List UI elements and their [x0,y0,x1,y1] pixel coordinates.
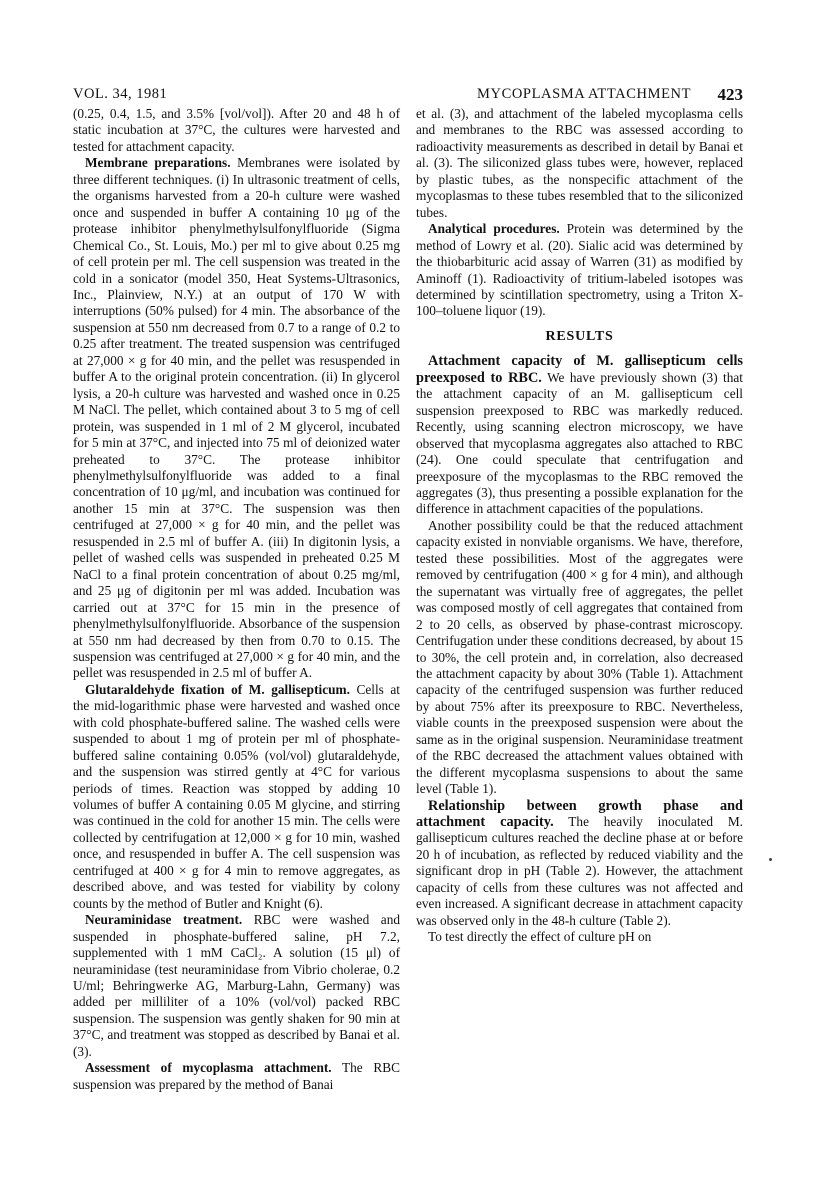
paragraph-text: RBC were washed and suspended in phosphate-buffered saline, pH 7.2, supplemented with 1 mM CaCl₂. A solution (15 μl) of neuraminidase (test neuraminidase from Vibrio cholerae, 0.2 U/ml; Behringwerke AG, Marburg-Lahn, Germany) was added per milliliter of a 10% (vol/vol) packed RBC suspension. The suspension was gently shaken for 90 min at 37°C, and treatment was stopped as described by Banai et al. (3). [73,912,401,1059]
paragraph: et al. (3), and attachment of the labeled mycoplasma cells and membranes to the RBC was assessed according to radioactivity measurements as described in detail by Banai et al. (3). The siliconized glass tubes were, however, replaced by plastic tubes, as the nonspecific attachment of the mycoplasmas to these tubes resembled that to the siliconized tubes. [416,106,743,220]
paragraph [73,682,400,912]
paragraph-text: Cells at the mid-logarithmic phase were harvested and washed once with cold phosphate-buffered saline. The washed cells were suspended to about 1 mg of protein per ml of phosphate-buffered saline containing 0.05% (vol/vol) glutaraldehyde, and the suspension was stirred gently at 4°C for various periods of times. Reaction was stopped by adding 10 volumes of buffer A containing 0.05 M glycine, and stirring was continued in the cold for another 15 min. The cells were collected by centrifugation at 12,000 × g for 10 min, washed once, and resuspended in buffer A. The cell suspension was centrifuged at 400 × g for 4 min to remove aggregates, as described above, and was tested for viability by colony counts by the method of Butler and Knight (6). [73,681,400,911]
section-heading: Analytical procedures. [428,221,560,237]
page-number: 423 [717,85,743,104]
paragraph [416,798,743,930]
section-heading: Attachment capacity of M. gallisepticum cells preexposed to RBC. [416,353,743,386]
left-column [73,106,400,1093]
paragraph-text: The RBC suspension was prepared by the method of Banai [73,1060,400,1092]
paragraph: To test directly the effect of culture pH on [428,929,652,945]
section-heading: Relationship between growth phase and attachment capacity. [416,797,743,831]
paragraph [416,221,743,320]
section-heading: Membrane preparations. [85,155,231,171]
paragraph-text: Membranes were isolated by three different techniques. (i) In ultrasonic treatment of cells, the organisms harvested from a 20-h culture were washed once and suspended in buffer A containing 10 μg of the protease inhibitor phenylmethylsulfonylfluoride (Sigma Chemical Co., St. Louis, Mo.) per ml to give about 0.25 mg of cell protein per ml. The cell suspension was treated in the cold in a sonicator (model 350, Heat Systems-Ultrasonics, Inc., Plainview, N.Y.) at an output of 170 W with interruptions (50% pulsed) for 4 min. The absorbance of the suspension at 550 nm decreased from 0.7 to a range of 0.2 to 0.25 after treatment. The treated suspension was centrifuged at 27,000 × g for 40 min, and the pellet was resuspended in buffer A to the original protein concentration. (ii) In glycerol lysis, a 20-h culture was harvested and washed once in 0.25 M NaCl. The pellet, which contained about 3 to 5 mg of cell protein, was suspended in 1 ml of 2 M glycerol, incubated for 5 min at 37°C, and injected into 75 ml of deionized water preheated to 37°C. The protease inhibitor phenylmethylsulfonylfluoride was added to a final concentration of 10 μg/ml, and incubation was continued for another 15 min at 37°C. The suspension was then centrifuged at 27,000 × g for 40 min, and the pellet was resuspended in 2.5 ml of buffer A. (iii) In digitonin lysis, a pellet of washed cells was suspended in preheated 0.25 M NaCl to a final protein concentration of about 0.25 mg/ml, and 25 μg of digitonin per ml was added. Incubation was carried out at 37°C for 15 min in the presence of phenylmethylsulfonylfluoride. Absorbance of the suspension at 550 nm had decreased by then from 0.70 to 0.15. The suspension was centrifuged at 27,000 × g for 40 min, and the pellet was resuspended in 2.5 ml of buffer A. [73,155,401,681]
scan-speck [769,858,772,861]
paragraph: Another possibility could be that the reduced attachment capacity existed in nonviable organisms. We have, therefore, tested these possibilities. Most of the aggregates were removed by centrifugation (400 × g for 4 min), and although the supernatant was virtually free of aggregates, the pellet was composed mostly of cell aggregates that contained from 2 to 20 cells, as observed by phase-contrast microscopy. Centrifugation under these conditions decreased, by about 15 to 30%, the cell protein and, in correlation, also decreased the attachment capacity by about 30% (Table 1). Attachment capacity of the centrifuged suspension was further reduced by about 75% after its preexposure to RBC. Nevertheless, viable counts in the preexposed suspension were about the same as in the original suspension. Neuraminidase treatment of the RBC decreased the attachment values obtained with the different mycoplasma suspensions to about the same level (Table 1). [416,517,743,797]
paragraph [416,353,743,518]
paragraph [73,912,400,1060]
volume-label: VOL. 34, 1981 [73,86,168,102]
paragraph-text: We have previously shown (3) that the attachment capacity of an M. gallisepticum cell suspension preexposed to RBC was markedly reduced. Recently, using scanning electron microscopy, we have observed that mycoplasma aggregates also attached to RBC (24). One could speculate that centrifugation and preexposure of the mycoplasmas to the RBC removed the aggregates (3), thus presenting a possible explanation for the difference in attachment capacities of the populations. [416,369,743,517]
section-heading: Neuraminidase treatment. [85,912,243,928]
section-heading: Assessment of mycoplasma attachment. [85,1060,332,1076]
running-header [73,86,743,108]
paragraph-text: The heavily inoculated M. gallisepticum cultures reached the decline phase at or before 20 h of incubation, as reflected by reduced viability and the significant drop in pH (Table 2). However, the attachment capacity of cells from these cultures was not affected and even increased. A significant decrease in attachment capacity was observed only in the 48-h culture (Table 2). [416,814,744,928]
paragraph [73,155,400,682]
right-column [416,106,743,946]
paragraph-text: Protein was determined by the method of Lowry et al. (20). Sialic acid was determined by the thiobarbituric acid assay of Warren (31) as modified by Aminoff (1). Radioactivity of tritium-labeled isotopes was determined by scintillation spectrometry, using a Triton X-100–toluene liquor (19). [416,221,743,319]
section-heading: Glutaraldehyde fixation of M. gallisepticum. [85,681,350,697]
paragraph [73,1060,400,1093]
running-title: MYCOPLASMA ATTACHMENT [477,86,692,102]
paragraph: (0.25, 0.4, 1.5, and 3.5% [vol/vol]). After 20 and 48 h of static incubation at 37°C, the cultures were harvested and tested for attachment capacity. [73,106,400,154]
results-heading: RESULTS [545,328,614,344]
